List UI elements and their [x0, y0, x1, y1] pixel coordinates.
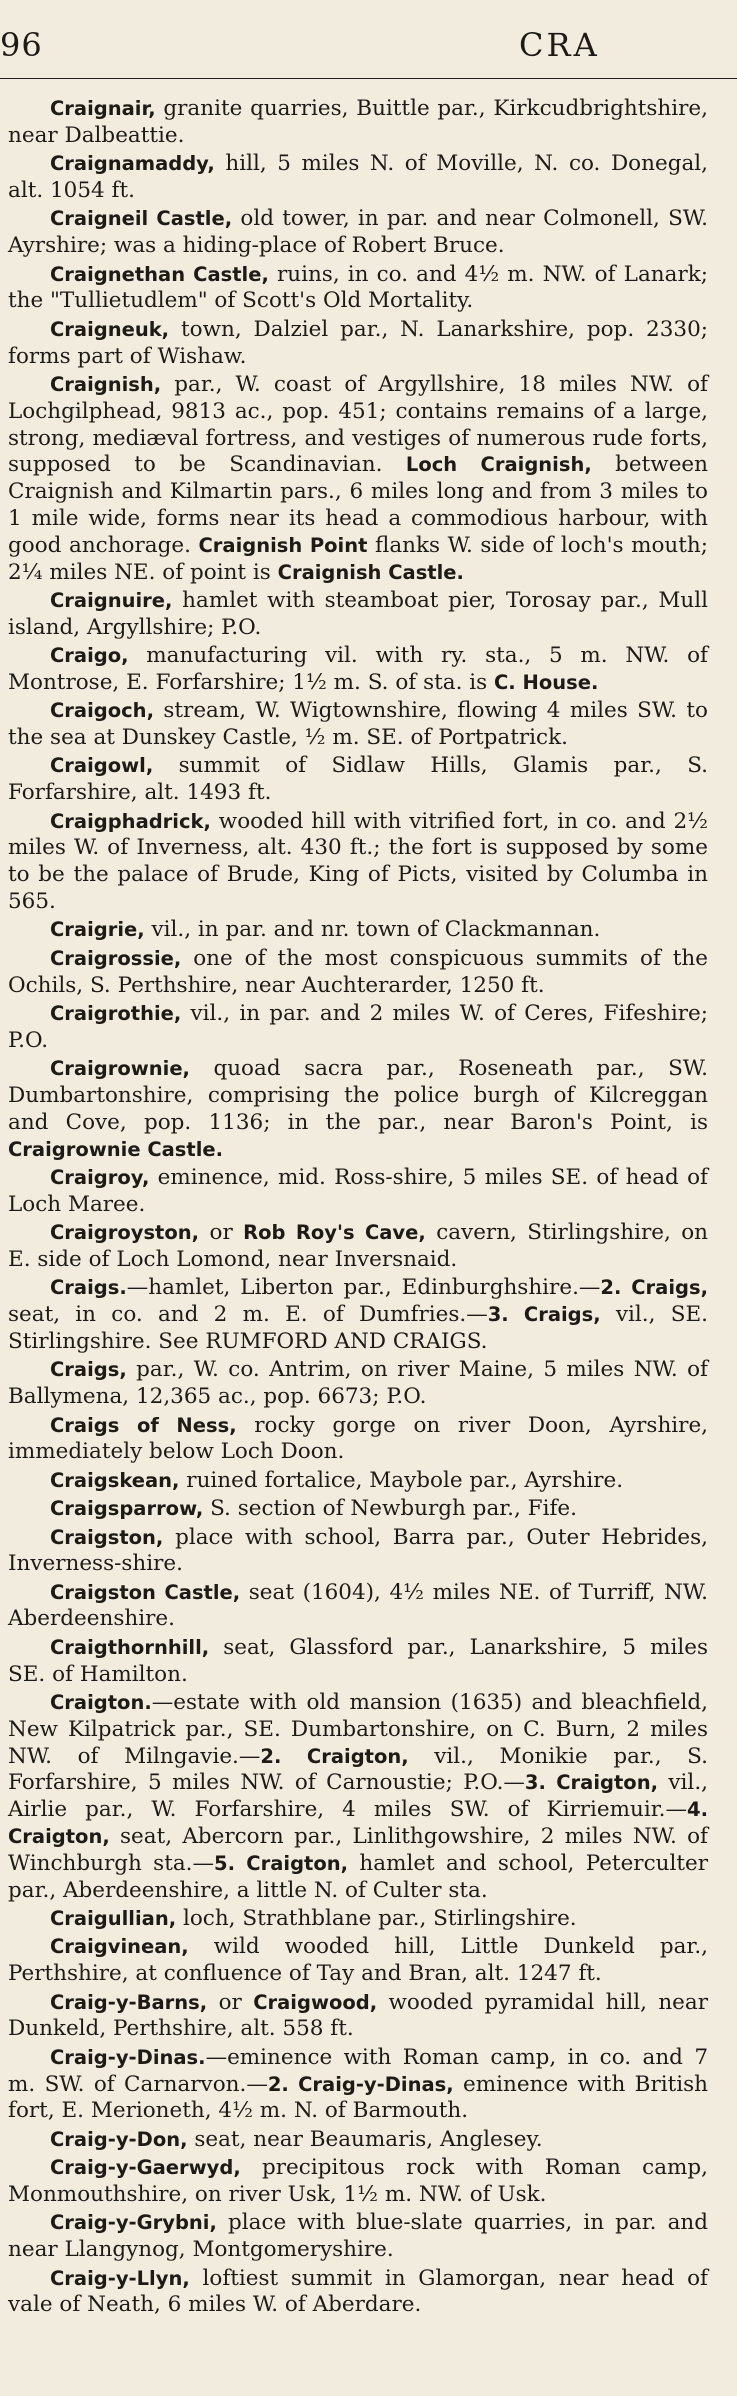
entry-headword: 3. Craigs,	[487, 1303, 601, 1327]
gazetteer-entry	[8, 262, 708, 316]
gazetteer-entry	[8, 2266, 708, 2320]
entry-headword: Craignuire,	[50, 588, 173, 612]
entry-text: stream, W. Wigtownshire, flowing 4 miles SW. to the sea at Dunskey Castle, ½ m. SE. of Portpatrick.	[8, 698, 708, 751]
gazetteer-entry	[8, 1580, 708, 1634]
entry-headword: Craigs,	[50, 1358, 127, 1382]
entry-text: —estate with old mansion (1635) and bleachfield, New Kilpatrick par., SE. Dumbartonshire, on C. Burn, 2 miles NW. of Milngavie.—	[8, 1690, 708, 1769]
gazetteer-entry	[8, 753, 708, 807]
entry-text: wooded hill with vitrified fort, in co. and 2½ miles W. of Inverness, alt. 430 ft.; the fort is supposed by some to be the palace of Brude, King of Picts, visited by Columba in 565.	[8, 808, 708, 915]
entry-text: cavern, Stirlingshire, on E. side of Loch Lomond, near Inversnaid.	[8, 1220, 708, 1272]
entry-headword: 5. Craigton,	[214, 1851, 349, 1875]
gazetteer-entry	[8, 588, 708, 642]
entry-text: —hamlet, Liberton par., Edinburghshire.—	[126, 1275, 601, 1301]
entry-headword: Craigwood,	[253, 1990, 378, 2014]
entry-headword: Craignamaddy,	[50, 152, 215, 176]
entry-headword: 2. Craigton,	[260, 1744, 409, 1768]
gazetteer-entry	[8, 206, 708, 260]
entry-headword: Craigston Castle,	[50, 1580, 241, 1604]
gazetteer-entry	[8, 2210, 708, 2264]
entry-headword: Craignish,	[50, 372, 162, 396]
gazetteer-entry	[8, 1990, 708, 2044]
gazetteer-entry	[8, 1635, 708, 1689]
gazetteer-entry	[8, 1906, 708, 1933]
entry-headword: Craignair,	[50, 97, 156, 120]
gazetteer-entry	[8, 1056, 708, 1163]
entry-headword: Craigneil Castle,	[50, 207, 233, 231]
entry-text: old tower, in par. and near Colmonell, SW. Ayrshire; was a hiding-place of Robert Bruce.	[8, 206, 708, 259]
gazetteer-entry	[8, 1413, 708, 1467]
entry-headword: Craigullian,	[50, 1907, 177, 1931]
entry-text: loch, Strathblane par., Stirlingshire.	[176, 1906, 577, 1932]
entry-headword: Craignethan Castle,	[50, 262, 269, 286]
gazetteer-entry	[8, 1525, 708, 1579]
entry-text: —eminence with Roman camp, in co. and 7 m. SW. of Carnarvon.—	[8, 2044, 708, 2097]
entry-text: rocky gorge on river Doon, Ayrshire, immediately below Loch Doon.	[8, 1412, 709, 1465]
gazetteer-entry	[8, 1468, 708, 1495]
entry-headword: Craigrossie,	[50, 946, 182, 970]
gazetteer-entry	[8, 151, 708, 205]
entry-text: seat, near Beaumaris, Anglesey.	[187, 2126, 543, 2152]
entry-headword: Craig-y-Grybni,	[50, 2211, 217, 2235]
entry-headword: 2. Craig-y-Dinas,	[267, 2072, 454, 2096]
entry-text: seat, Abercorn par., Linlithgowshire, 2 miles NW. of Winchburgh sta.—	[8, 1824, 708, 1876]
gazetteer-entry	[8, 1220, 708, 1274]
gazetteer-entry	[8, 2127, 708, 2154]
entry-headword: Craigvinean,	[50, 1935, 189, 1959]
entry-headword: Craigrie,	[50, 918, 145, 942]
entry-headword: Craigroy,	[50, 1165, 150, 1189]
entry-headword: Rob Roy's Cave,	[243, 1221, 426, 1245]
entry-text: seat (1604), 4½ miles NE. of Turriff, NW. Aberdeenshire.	[8, 1579, 708, 1632]
entry-headword: Craigsparrow,	[50, 1497, 204, 1521]
entry-text: par., W. coast of Argyllshire, 18 miles NW. of Lochgilphead, 9813 ac., pop. 451; contains remains of a large, strong, mediæval fortress, and vestiges of numerous rude forts, supposed to be Scandinavian.	[8, 371, 708, 478]
entry-text: vil., SE. Stirlingshire. See RUMFORD AND CRAIGS.	[8, 1302, 708, 1354]
gazetteer-entry	[8, 2155, 708, 2209]
gazetteer-entry	[8, 96, 708, 150]
gazetteer-entry	[8, 372, 708, 586]
entry-headword: Craigs of Ness,	[50, 1413, 237, 1437]
entry-headword: Craig-y-Don,	[50, 2127, 188, 2151]
entry-text: or	[199, 1220, 244, 1246]
entry-text: place with blue-slate quarries, in par. and near Llangynog, Montgomeryshire.	[8, 2210, 708, 2263]
entry-text: S. section of Newburgh par., Fife.	[203, 1496, 577, 1522]
entry-text: eminence with British fort, E. Merioneth, 4½ m. N. of Barmouth.	[8, 2071, 708, 2124]
entry-headword: Craig-y-Gaerwyd,	[50, 2156, 241, 2180]
gazetteer-entry	[8, 809, 708, 916]
entry-headword: C. House.	[494, 670, 599, 694]
entry-headword: 4. Craigton,	[8, 1798, 708, 1849]
entry-text: precipitous rock with Roman camp, Monmouthshire, on river Usk, 1½ m. NW. of Usk.	[8, 2155, 708, 2207]
entry-text: hamlet and school, Peterculter par., Aberdeenshire, a little N. of Culter sta.	[8, 1850, 708, 1903]
entry-headword: Craigoch,	[50, 699, 154, 723]
entry-text: one of the most conspicuous summits of the Ochils, S. Perthshire, near Auchterarder, 1250 ft.	[8, 945, 708, 998]
entry-headword: Craigthornhill,	[50, 1635, 210, 1659]
entry-text: town, Dalziel par., N. Lanarkshire, pop. 2330; forms part of Wishaw.	[8, 316, 708, 369]
gazetteer-entry	[8, 946, 708, 1000]
entry-headword: Craigskean,	[50, 1468, 180, 1492]
entry-text: eminence, mid. Ross-shire, 5 miles SE. of head of Loch Maree.	[8, 1164, 708, 1217]
gazetteer-entry	[8, 643, 708, 697]
page-header	[0, 0, 737, 79]
entry-text: wooded pyramidal hill, near Dunkeld, Perthshire, alt. 558 ft.	[8, 1989, 708, 2042]
entry-headword: Craigton.	[50, 1691, 152, 1715]
gazetteer-entry	[8, 1001, 708, 1055]
entry-headword: Craigston,	[50, 1525, 164, 1549]
entry-headword: Craigphadrick,	[50, 809, 211, 833]
entry-headword: 2. Craigs,	[600, 1276, 708, 1300]
entry-headword: Craigowl,	[50, 754, 154, 778]
entry-text: flanks W. side of loch's mouth; 2¼ miles NE. of point is	[8, 532, 709, 585]
entry-text: hill, 5 miles N. of Moville, N. co. Donegal, alt. 1054 ft.	[8, 151, 708, 203]
entry-text: granite quarries, Buittle par., Kirkcudbrightshire, near Dalbeattie.	[8, 96, 708, 148]
entry-text: or	[207, 1989, 254, 2015]
gazetteer-entry	[8, 2045, 708, 2125]
entry-headword: Craigrownie,	[50, 1057, 190, 1081]
entry-headword: Craig-y-Llyn,	[50, 2266, 190, 2290]
entry-headword: Craigs.	[50, 1276, 127, 1300]
entry-text: between Craignish and Kilmartin pars., 6 miles long and from 3 miles to 1 mile wide, forms near its head a commodious harbour, with good anchorage.	[8, 452, 708, 558]
entry-headword: Craignish Point	[198, 533, 368, 557]
entry-headword: Craigrothie,	[50, 1002, 182, 1026]
entry-text: vil., Airlie par., W. Forfarshire, 4 miles SW. of Kirriemuir.—	[8, 1770, 708, 1823]
page-number: 96	[0, 26, 43, 64]
entry-text: seat, Glassford par., Lanarkshire, 5 miles SE. of Hamilton.	[8, 1634, 708, 1687]
entry-text: place with school, Barra par., Outer Hebrides, Inverness-shire.	[8, 1524, 708, 1577]
gazetteer-entry	[8, 1357, 708, 1411]
entry-headword: Craigroyston,	[50, 1221, 200, 1245]
entry-headword: Craigneuk,	[50, 317, 170, 341]
entry-headword: 3. Craigton,	[524, 1771, 658, 1795]
entry-text: hamlet with steamboat pier, Torosay par., Mull island, Argyllshire; P.O.	[8, 587, 708, 640]
running-head: CRA	[519, 26, 600, 64]
entry-text: manufacturing vil. with ry. sta., 5 m. NW. of Montrose, E. Forfarshire; 1½ m. S. of sta. is	[8, 643, 708, 695]
entry-headword: Craig-y-Dinas.	[50, 2045, 206, 2069]
entry-text: seat, in co. and 2 m. E. of Dumfries.—	[8, 1302, 488, 1328]
entry-headword: Craignish Castle.	[277, 560, 464, 584]
entry-headword: Craigrownie Castle.	[8, 1137, 224, 1161]
gazetteer-entry	[8, 698, 708, 752]
gazetteer-entry	[8, 1496, 708, 1523]
gazetteer-entry	[8, 1934, 708, 1988]
entry-text: wild wooded hill, Little Dunkeld par., Perthshire, at confluence of Tay and Bran, alt. 1247 ft.	[8, 1934, 708, 1987]
entry-headword: Craig-y-Barns,	[50, 1990, 208, 2014]
entry-text: vil., Monikie par., S. Forfarshire, 5 miles NW. of Carnoustie; P.O.—	[8, 1743, 708, 1796]
gazetteer-entry	[8, 1690, 708, 1904]
entry-text: vil., in par. and 2 miles W. of Ceres, Fifeshire; P.O.	[8, 1001, 708, 1053]
entry-headword: Loch Craignish,	[405, 453, 592, 477]
gazetteer-entry	[8, 1165, 708, 1219]
gazetteer-entry	[8, 917, 708, 944]
entry-headword: Craigo,	[50, 644, 129, 668]
entry-text: summit of Sidlaw Hills, Glamis par., S. Forfarshire, alt. 1493 ft.	[8, 753, 708, 806]
entry-text: quoad sacra par., Roseneath par., SW. Dumbartonshire, comprising the police burgh of Kilcreggan and Cove, pop. 1136; in the par., near Baron's Point, is	[8, 1056, 708, 1135]
gazetteer-entry	[8, 1275, 708, 1355]
entry-list	[8, 96, 708, 2321]
gazetteer-entry	[8, 317, 708, 371]
entry-text: loftiest summit in Glamorgan, near head of vale of Neath, 6 miles W. of Aberdare.	[8, 2265, 708, 2318]
entry-text: vil., in par. and nr. town of Clackmannan.	[144, 917, 601, 943]
entry-text: ruins, in co. and 4½ m. NW. of Lanark; the "Tullietudlem" of Scott's Old Mortality.	[8, 261, 708, 314]
entry-text: ruined fortalice, Maybole par., Ayrshire.	[179, 1467, 624, 1493]
entry-text: par., W. co. Antrim, on river Maine, 5 miles NW. of Ballymena, 12,365 ac., pop. 6673; P.O.	[8, 1357, 708, 1410]
